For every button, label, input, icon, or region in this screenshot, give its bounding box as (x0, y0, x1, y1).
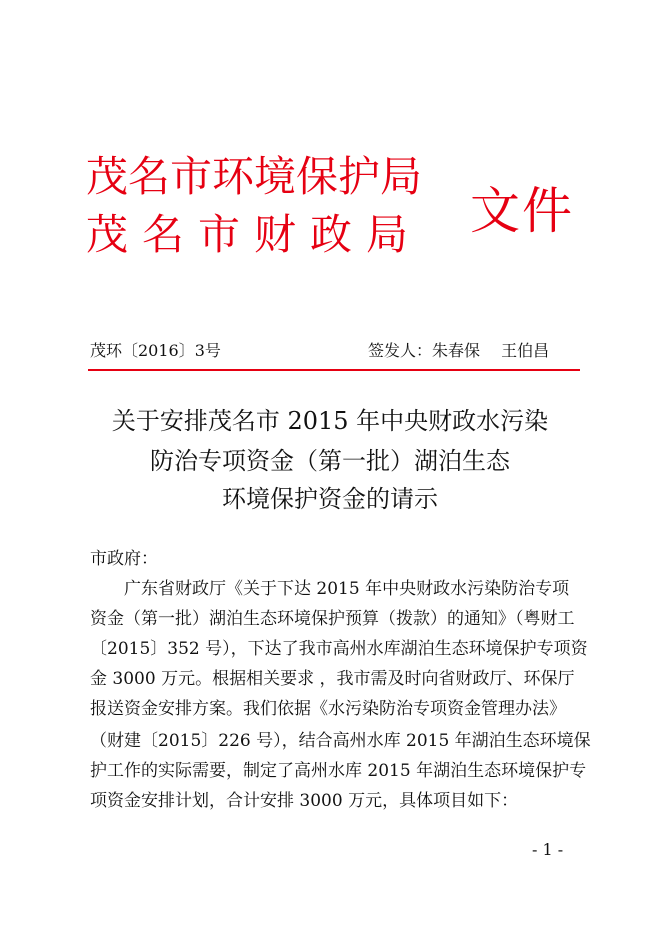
issuer-line-1: 茂名市环境保护局 (86, 152, 423, 201)
body-line: 资金（第一批）湖泊生态环境保护预算（拨款）的通知》（粤财工 (90, 609, 575, 629)
red-divider-line (88, 369, 580, 371)
signer-block (368, 341, 549, 361)
body-line: 项资金安排计划，合计安排 3000 万元，具体项目如下： (90, 791, 519, 811)
signer-names: 朱春保 王伯昌 (432, 341, 550, 360)
page-number: - 1 - (532, 840, 564, 859)
body-line: 〔2015〕352 号），下达了我市高州水库湖泊生态环境保护专项资 (90, 639, 588, 659)
document-type: 文件 (470, 182, 574, 240)
body-line: 报送资金安排方案。我们依据《水污染防治专项资金管理办法》 (90, 699, 566, 719)
body-line: （财建〔2015〕226 号），结合高州水库 2015 年湖泊生态环境保 (90, 731, 591, 751)
title-line-2: 防治专项资金（第一批）湖泊生态 (150, 447, 510, 475)
document-number: 茂环〔2016〕3号 (90, 341, 221, 360)
signer-label: 签发人： (368, 341, 433, 360)
title-line-1: 关于安排茂名市 2015 年中央财政水污染 (111, 407, 549, 435)
body-line: 护工作的实际需要，制定了高州水库 2015 年湖泊生态环境保护专 (90, 761, 587, 781)
salutation: 市政府： (90, 549, 158, 569)
title-line-3: 环境保护资金的请示 (222, 485, 438, 513)
body-line: 金 3000 万元。根据相关要求 ，我市需及时向省财政厅、环保厅 (90, 669, 575, 689)
body-line: 广东省财政厅《关于下达 2015 年中央财政水污染防治专项 (124, 579, 570, 599)
issuer-line-2: 茂名市财政局 (86, 210, 423, 259)
